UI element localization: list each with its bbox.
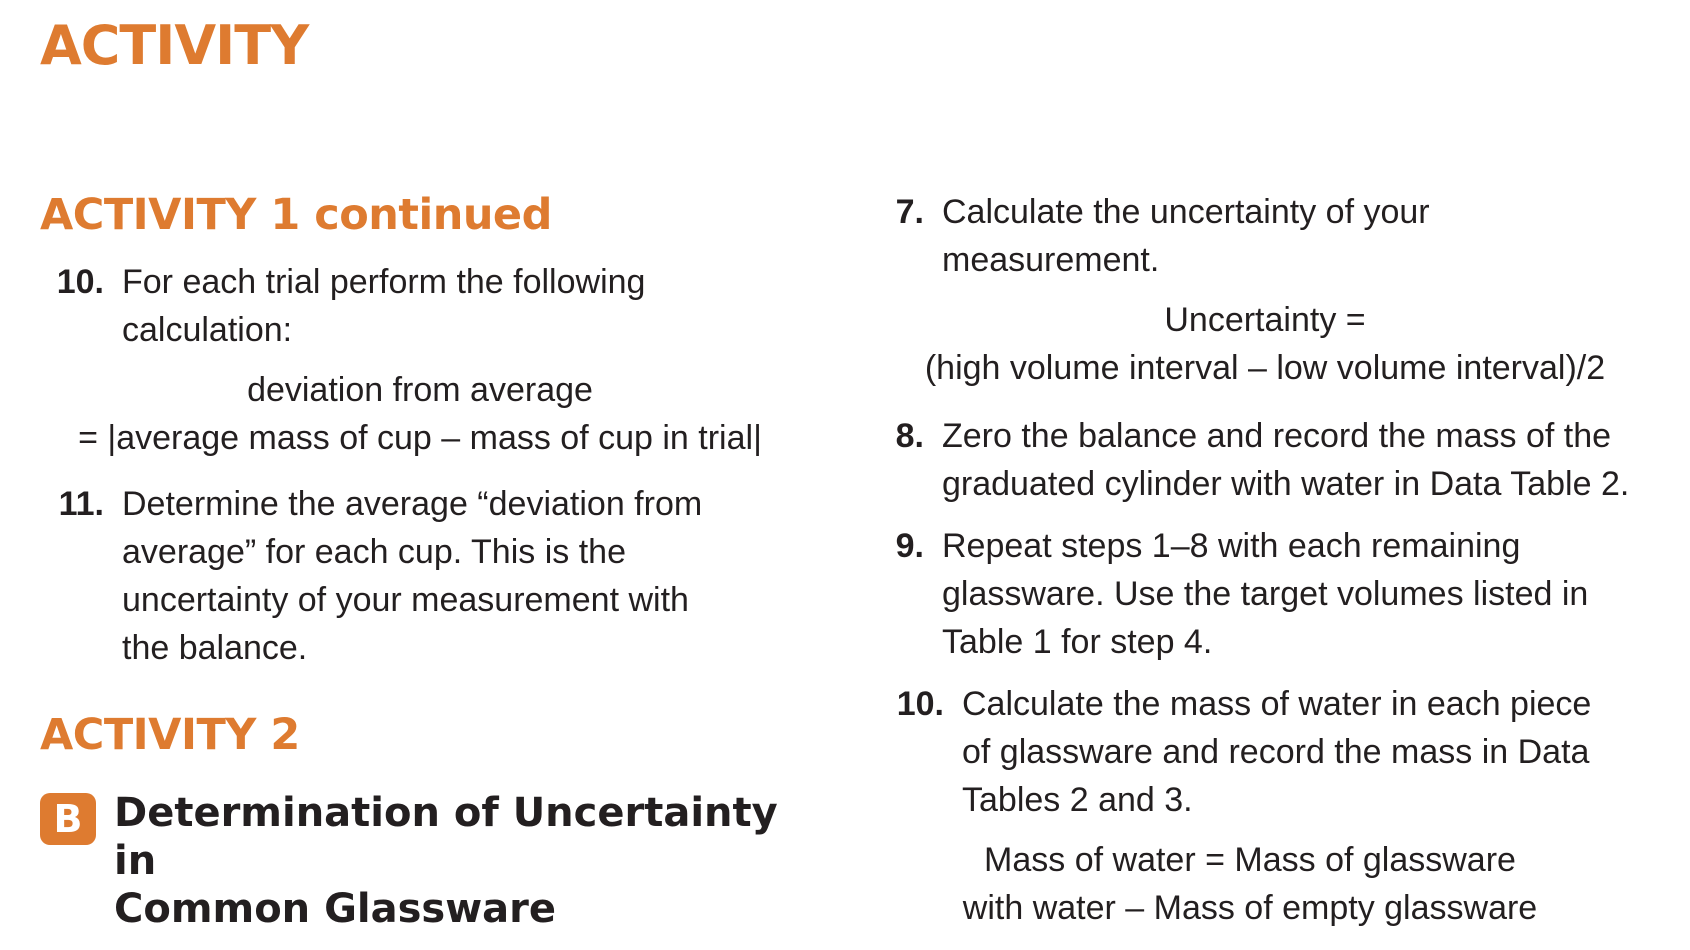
step-number: 9.: [895, 527, 924, 565]
step-7: [880, 188, 1670, 284]
step-number: 11.: [58, 484, 104, 523]
step-text: Zero the balance and record the mass of the graduated cylinder with water in Data Table 2.: [942, 417, 1630, 503]
deviation-formula: deviation from average = |average mass of cup – mass of cup in trial|: [78, 370, 762, 457]
part-badge: B: [40, 793, 96, 845]
step-number: 7.: [895, 193, 924, 231]
step-9: [880, 522, 1670, 666]
step-text: Calculate the mass of water in each piece of glassware and record the mass in Data Tables 2 and 3.: [962, 685, 1592, 819]
page-title: ACTIVITY: [40, 14, 309, 77]
step-text: For each trial perform the following calculation:: [122, 262, 646, 349]
uncertainty-formula: Uncertainty = (high volume interval – low volume interval)/2: [924, 301, 1606, 387]
section-heading-activity-2: ACTIVITY 2: [40, 709, 300, 760]
step-text: Determine the average “deviation from average” for each cup. This is the uncertainty of your measurement with the balance.: [122, 484, 703, 667]
step-number: 10.: [896, 685, 944, 723]
left-column: [40, 190, 820, 933]
step-number: 10.: [56, 262, 104, 301]
step-8: [880, 412, 1670, 508]
mass-of-water-formula: Mass of water = Mass of glassware with water – Mass of empty glassware: [962, 841, 1538, 927]
right-column: [880, 188, 1670, 932]
step-number: 8.: [895, 417, 924, 455]
step-text: Calculate the uncertainty of your measurement.: [942, 193, 1430, 279]
step-11-left: [40, 480, 820, 672]
section-heading-activity-1: ACTIVITY 1 continued: [40, 190, 552, 240]
step-text: Repeat steps 1–8 with each remaining glassware. Use the target volumes listed in Table 1 for step 4.: [942, 527, 1589, 661]
step-10-right: [880, 680, 1670, 824]
part-b-heading: [40, 789, 820, 933]
step-10-left: [40, 258, 820, 354]
part-title: Determination of Uncertainty in Common Glassware: [114, 790, 778, 933]
